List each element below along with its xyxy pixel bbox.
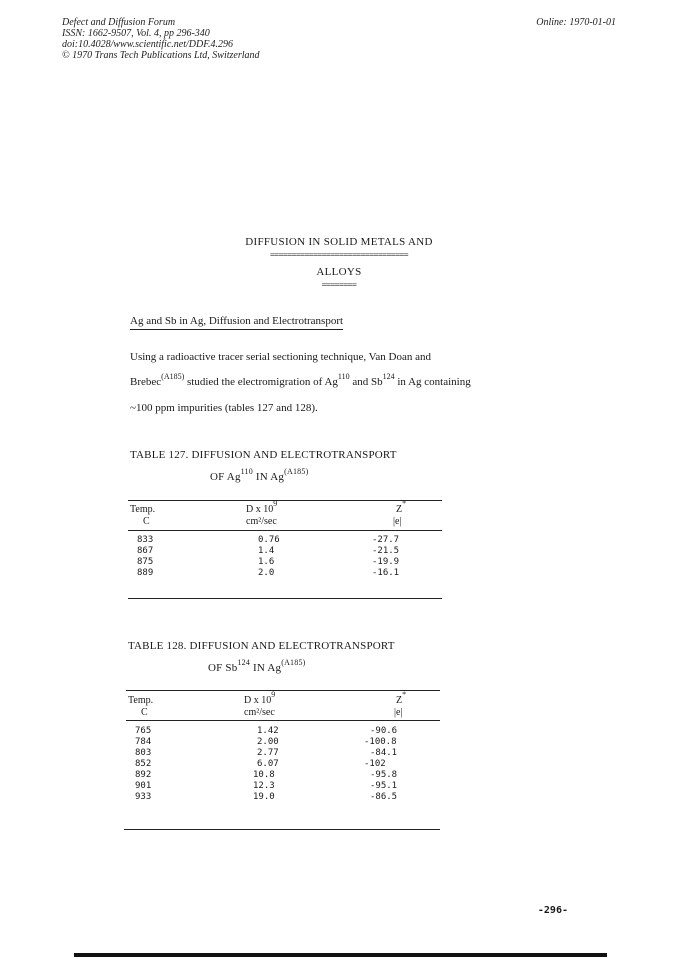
title-underline1: ================================ <box>269 250 409 259</box>
table128-col-z-header: Z* <box>396 690 407 706</box>
table128-col-d-unit: cm²/sec <box>244 707 275 718</box>
table-row: 889 2.0 -16.1 <box>137 568 400 578</box>
citation-block <box>62 17 260 61</box>
table127-header-rule <box>128 530 442 531</box>
table128-header-rule <box>126 720 440 721</box>
page-title-line1: DIFFUSION IN SOLID METALS AND <box>245 236 433 248</box>
paragraph-line1: Using a radioactive tracer serial sectioning technique, Van Doan and <box>130 351 431 363</box>
table-row: 852 6.07 -102 <box>135 759 386 769</box>
table127-body <box>128 535 442 579</box>
table128-col-temp-header: Temp. <box>128 695 154 706</box>
paragraph-line3: ~100 ppm impurities (tables 127 and 128). <box>130 402 318 414</box>
table127-col-z-header: Z* <box>396 499 407 515</box>
journal-name: Defect and Diffusion Forum <box>62 17 176 28</box>
table128-subtitle: OF Sb$^{124}$ IN $Ag^{(A185)}$ <box>208 658 306 674</box>
bottom-rule <box>74 953 607 957</box>
table128-col-z-unit: |e| <box>394 707 403 718</box>
issn-line: ISSN: 1662-9507, Vol. 4, pp 296-340 <box>62 28 210 39</box>
page-number: -296- <box>537 905 568 916</box>
doi-line: doi:10.4028/www.scientific.net/DDF.4.296 <box>62 39 234 50</box>
table128-col-d-header: D x $10^9$ <box>244 690 276 706</box>
table-row: 765 1.42 -90.6 <box>135 726 398 736</box>
title-underline2: ======== <box>321 280 357 289</box>
table-row: 901 12.3 -95.1 <box>135 781 398 791</box>
table-row: 803 2.77 -84.1 <box>135 748 398 758</box>
table-row: 933 19.0 -86.5 <box>135 792 398 802</box>
table128-top-rule <box>126 690 440 691</box>
table127-title: TABLE 127. DIFFUSION AND ELECTROTRANSPORT <box>130 449 397 461</box>
table127-col-temp-header: Temp. <box>130 504 156 515</box>
table-row: 784 2.00 -100.8 <box>135 737 397 747</box>
page-title-line2: ALLOYS <box>316 266 362 278</box>
table127-subtitle: OF Ag$^{110}$ IN $Ag^{(A185)}$ <box>210 467 309 483</box>
table127-col-z-unit: |e| <box>393 516 402 527</box>
table127-col-temp-unit: C <box>143 516 150 527</box>
online-date: Online: 1970-01-01 <box>536 17 616 28</box>
table127-top-rule <box>128 500 442 501</box>
table127-bottom-rule <box>128 598 442 599</box>
table128-body <box>126 726 440 803</box>
table128-col-temp-unit: C <box>141 707 148 718</box>
copyright-line: © 1970 Trans Tech Publications Ltd, Switzerland <box>62 50 260 61</box>
table128-title: TABLE 128. DIFFUSION AND ELECTROTRANSPORT <box>128 640 395 652</box>
table-row: 833 0.76 -27.7 <box>137 535 400 545</box>
table127-col-d-unit: cm²/sec <box>246 516 277 527</box>
table-row: 867 1.4 -21.5 <box>137 546 400 556</box>
table-row: 892 10.8 -95.8 <box>135 770 398 780</box>
table127-col-d-header: D x $10^9$ <box>246 499 278 515</box>
table128-bottom-rule <box>124 829 440 830</box>
section-heading: Ag and Sb in Ag, Diffusion and Electrotransport <box>130 315 343 330</box>
paragraph-line2: Brebec$^{(A185)}$ studied the electromigration of Ag$^{110}$ and Sb$^{124}$ in Ag containing <box>130 372 471 388</box>
table-row: 875 1.6 -19.9 <box>137 557 400 567</box>
